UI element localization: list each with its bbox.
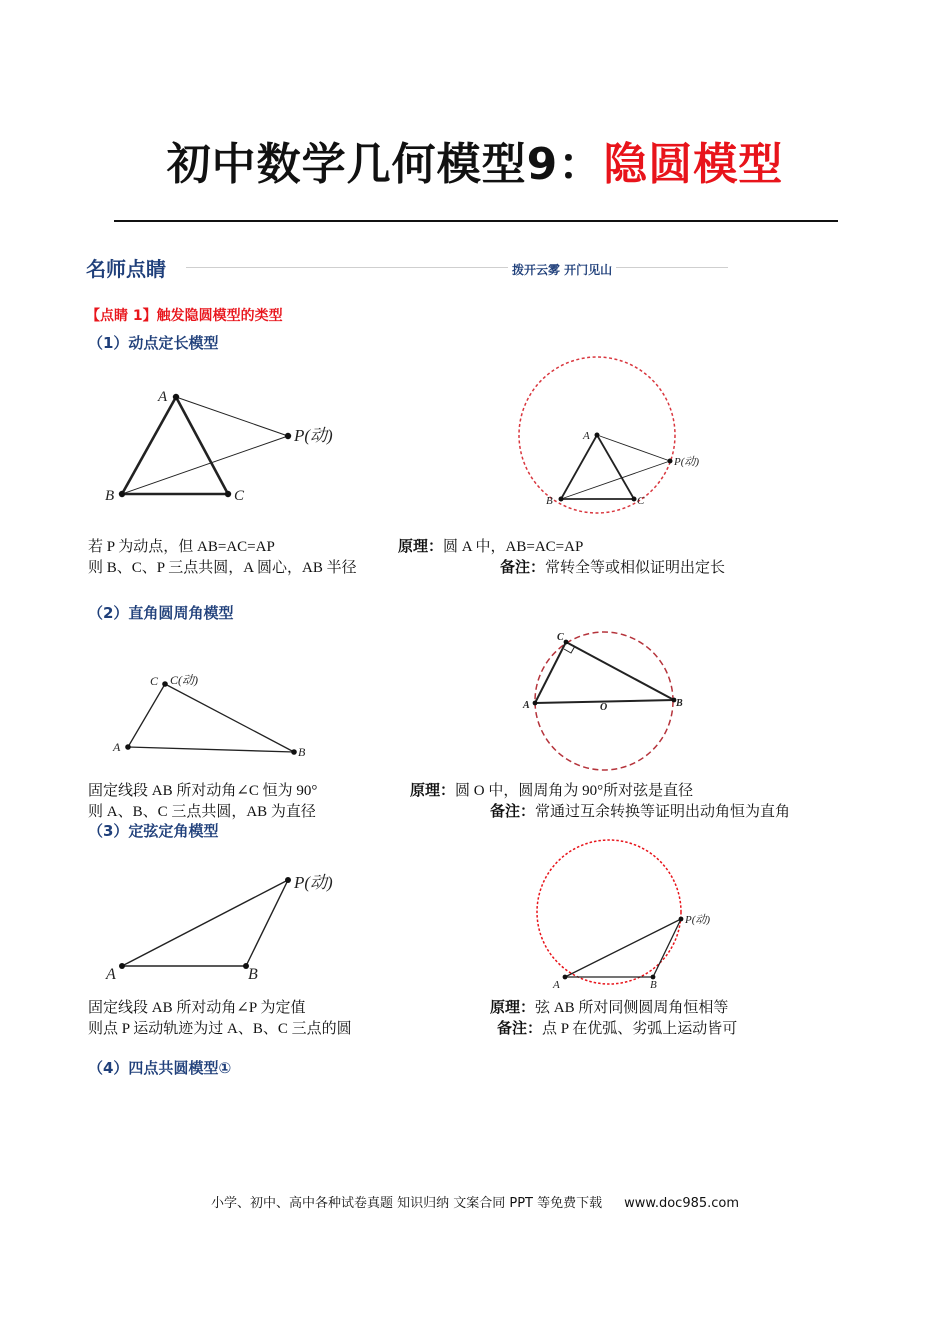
label-A: A: [583, 430, 590, 442]
principle-text: 弦 AB 所对同侧圆周角恒相等: [535, 1000, 729, 1016]
label-B: B: [298, 745, 306, 759]
model3-principle: [490, 996, 728, 1017]
model2-figure-left: [110, 668, 320, 763]
label-C: C: [150, 674, 159, 688]
principle-text: 圆 A 中，AB=AC=AP: [443, 539, 584, 555]
model3-figure-left: [100, 868, 360, 983]
label-B: B: [105, 488, 115, 504]
principle-label: 原理：: [398, 539, 444, 555]
model1-principle: [398, 535, 583, 556]
label-B: B: [546, 495, 553, 507]
label-B: B: [248, 966, 258, 983]
label-A: A: [158, 389, 168, 405]
label-P: P(动): [294, 426, 333, 445]
model1-heading: （1）动点定长模型: [88, 334, 219, 352]
section-slogan: 拨开云雾 开门见山: [508, 261, 616, 278]
footer-text: 小学、初中、高中各种试卷真题 知识归纳 文案合同 PPT 等免费下载: [210, 1196, 603, 1211]
label-A: A: [523, 700, 530, 711]
label-C: C: [234, 488, 245, 504]
page-title: [0, 128, 950, 192]
label-P: P(动): [674, 456, 700, 468]
title-main: 初中数学几何模型9：: [166, 139, 604, 190]
model1-figure-left: [100, 385, 360, 505]
label-P: P(动): [685, 914, 711, 926]
model3-figure-right: [530, 843, 730, 998]
note-label: 备注：: [500, 560, 546, 576]
label-C: C: [557, 632, 564, 643]
label-A: A: [106, 966, 116, 983]
label-B: B: [650, 979, 657, 991]
model3-note: [497, 1017, 737, 1038]
model2-heading: （2）直角圆周角模型: [88, 604, 234, 622]
model3-heading: （3）定弦定角模型: [88, 822, 219, 840]
label-C-dyn: C(动): [170, 673, 198, 687]
principle-label: 原理：: [490, 1000, 536, 1016]
title-highlight: 隐圆模型: [603, 139, 784, 190]
label-B: B: [676, 698, 683, 709]
note-label: 备注：: [490, 804, 536, 820]
page-footer: [0, 1192, 950, 1211]
label-A: A: [113, 740, 121, 754]
model1-condition-1: 若 P 为动点，但 AB=AC=AP: [88, 539, 275, 555]
model1-condition-2: 则 B、C、P 三点共圆，A 圆心，AB 半径: [88, 560, 357, 576]
tip-heading: 【点睛 1】触发隐圆模型的类型: [86, 308, 283, 324]
note-text: 常通过互余转换等证明出动角恒为直角: [535, 804, 791, 820]
principle-label: 原理：: [410, 783, 456, 799]
model1-figure-right: [515, 345, 700, 525]
footer-url[interactable]: www.doc985.com: [624, 1196, 740, 1211]
model2-figure-right: [515, 625, 695, 780]
model3-condition-1: 固定线段 AB 所对动角∠P 为定值: [88, 1000, 306, 1016]
note-text: 常转全等或相似证明出定长: [545, 560, 726, 576]
model2-condition-1: 固定线段 AB 所对动角∠C 恒为 90°: [88, 783, 318, 799]
section-divider: [186, 267, 728, 268]
model4-heading: （4）四点共圆模型①: [88, 1059, 232, 1077]
section-heading: 名师点睛: [86, 257, 166, 281]
note-text: 点 P 在优弧、劣弧上运动皆可: [542, 1021, 738, 1037]
label-O: O: [600, 702, 608, 713]
model2-note: [490, 800, 790, 821]
model2-principle: [410, 779, 693, 800]
title-divider: [114, 220, 838, 222]
model1-note: [500, 556, 725, 577]
label-P: P(动): [294, 873, 333, 892]
label-C: C: [637, 495, 645, 507]
model3-condition-2: 则点 P 运动轨迹为过 A、B、C 三点的圆: [88, 1021, 352, 1037]
note-label: 备注：: [497, 1021, 543, 1037]
label-A: A: [553, 979, 560, 991]
principle-text: 圆 O 中，圆周角为 90°所对弦是直径: [455, 783, 694, 799]
model2-condition-2: 则 A、B、C 三点共圆，AB 为直径: [88, 804, 316, 820]
